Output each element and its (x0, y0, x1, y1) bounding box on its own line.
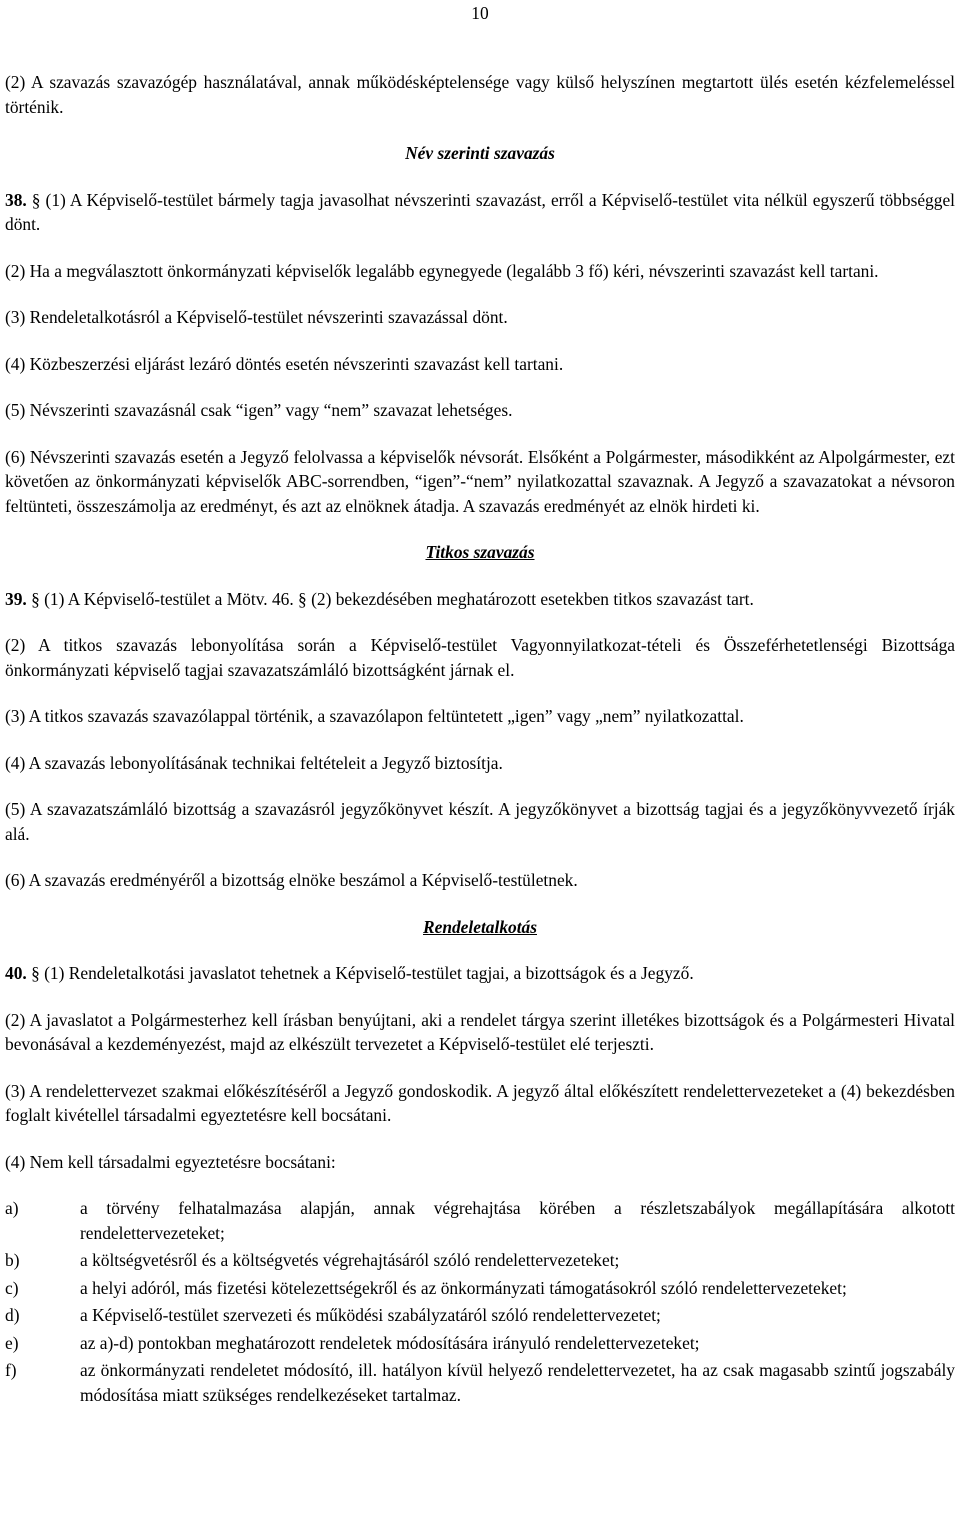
list-item (5, 1331, 955, 1356)
paragraph: (2) A szavazás szavazógép használatával, annak működésképtelensége vagy külső helyszínen megtartott ülés esetén kézfelemeléssel történik. (5, 72, 955, 117)
section-paragraph (5, 961, 955, 986)
section-heading-text: Titkos szavazás (425, 542, 535, 562)
list-item-text: a költségvetésről és a költségvetés végrehajtásáról szóló rendelettervezeteket; (80, 1250, 620, 1270)
paragraph: (6) A szavazás eredményéről a bizottság elnöke beszámol a Képviselő-testületnek. (5, 870, 578, 890)
section-heading (5, 141, 955, 166)
section-text: (1) A Képviselő-testület a Mötv. 46. § (2) bekezdésében meghatározott esetekben titkos szavazást tart. (39, 588, 754, 609)
list-item-text: az önkormányzati rendeletet módosító, ill. hatályon kívül helyező rendelettervezetet, ha az csak magasabb szintű jogszabály módosítása miatt szükséges rendelkezéseket tartalmaz. (80, 1360, 955, 1405)
section-heading-text: Név szerinti szavazás (405, 143, 555, 163)
paragraph: (3) A titkos szavazás szavazólappal történik, a szavazólapon feltüntetett „igen” vagy „nem” nyilatkozattal. (5, 706, 744, 726)
list-item (5, 1248, 955, 1273)
section-sign: § (26, 588, 40, 609)
section-sign: § (26, 189, 41, 210)
paragraph: (3) A rendelettervezet szakmai előkészítéséről a Jegyző gondoskodik. A jegyző által előkészített rendelettervezeteket a (4) bekezdésben foglalt kivétellel társadalmi egyeztetésre kell bocsátani. (5, 1080, 955, 1125)
paragraphs (5, 70, 955, 1174)
section-number: 39. (5, 588, 27, 609)
paragraph: (4) A szavazás lebonyolításának technikai feltételeit a Jegyző biztosítja. (5, 752, 503, 773)
section-sign: § (26, 963, 40, 983)
page-number: 10 (471, 3, 489, 23)
list-item-text: az a)-d) pontokban meghatározott rendeletek módosítására irányuló rendelettervezeteket; (80, 1332, 700, 1353)
document-body (5, 70, 955, 1410)
list-item-letter: b) (5, 1250, 20, 1270)
paragraph: (6) Névszerinti szavazás esetén a Jegyző felolvassa a képviselők névsorát. Elsőként a Polgármester, másodikként az Alpolgármester, ezt követően az önkormányzati képviselők ABC-sorrendben, “igen”-“nem” nyilatkozattal szavaznak. A Jegyző a szavazatokat a névsoron feltünteti, összeszámolja az eredményt, és azt az elnöknek átadja. A szavazás eredményét az elnök hirdeti ki. (5, 446, 955, 516)
paragraph: (5) Névszerinti szavazásnál csak “igen” vagy “nem” szavazat lehetséges. (5, 400, 513, 420)
section-paragraph (5, 188, 955, 237)
list-item (5, 1303, 955, 1328)
paragraph: (2) A titkos szavazás lebonyolítása során a Képviselő-testület Vagyonnyilatkozat-tételi és Összeférhetetlenségi Bizottsága önkormányzati képviselő tagjai szavazatszámláló bizottságként járnak el. (5, 635, 955, 680)
section-paragraph (5, 587, 955, 612)
list-item-text: a törvény felhatalmazása alapján, annak végrehajtása körében a részletszabályok megállapítására alkotott rendelettervezeteket; (80, 1198, 955, 1243)
list-item-letter: e) (5, 1332, 19, 1353)
list-item (5, 1196, 955, 1245)
section-text: (1) A Képviselő-testület bármely tagja javasolhat névszerinti szavazást, erről a Képviselő-testület vita nélkül egyszerű többséggel dönt. (5, 189, 956, 234)
section-number: 40. (5, 963, 27, 983)
list-item (5, 1358, 955, 1407)
section-number: 38. (5, 189, 27, 210)
list-item-letter: a) (5, 1198, 19, 1218)
paragraph: (2) Ha a megválasztott önkormányzati képviselők legalább egynegyede (legalább 3 fő) kéri, névszerinti szavazást kell tartani. (5, 260, 879, 281)
section-heading-text: Rendeletalkotás (423, 916, 537, 937)
paragraph: (2) A javaslatot a Polgármesterhez kell írásban benyújtani, aki a rendelet tárgya szerint illetékes bizottságok és a Polgármesteri Hivatal bevonásával a kezdeményezést, majd az elkészült tervezetet a Képviselő-testület elé terjeszti. (5, 1009, 955, 1054)
list-item-letter: d) (5, 1305, 20, 1325)
paragraph: (3) Rendeletalkotásról a Képviselő-testület névszerinti szavazással dönt. (5, 307, 508, 327)
list-item-text: a helyi adóról, más fizetési kötelezettségekről és az önkormányzati támogatásokról szóló rendelettervezeteket; (80, 1277, 847, 1298)
exception-list (5, 1196, 955, 1407)
list-item-text: a Képviselő-testület szervezeti és működési szabályzatáról szóló rendelettervezetet; (80, 1305, 661, 1325)
list-item (5, 1276, 955, 1301)
paragraph: (5) A szavazatszámláló bizottság a szavazásról jegyzőkönyvet készít. A jegyzőkönyvet a bizottság tagjai és a jegyzőkönyvvezető írják alá. (5, 799, 955, 844)
section-heading (5, 915, 955, 940)
section-heading (5, 540, 955, 565)
list-item-letter: f) (5, 1360, 17, 1380)
paragraph: (4) Nem kell társadalmi egyeztetésre bocsátani: (5, 1151, 336, 1172)
section-text: (1) Rendeletalkotási javaslatot tehetnek a Képviselő-testület tagjai, a bizottságok és a Jegyző. (39, 963, 694, 983)
paragraph: (4) Közbeszerzési eljárást lezáró döntés esetén névszerinti szavazást kell tartani. (5, 353, 564, 374)
list-item-letter: c) (5, 1277, 19, 1298)
